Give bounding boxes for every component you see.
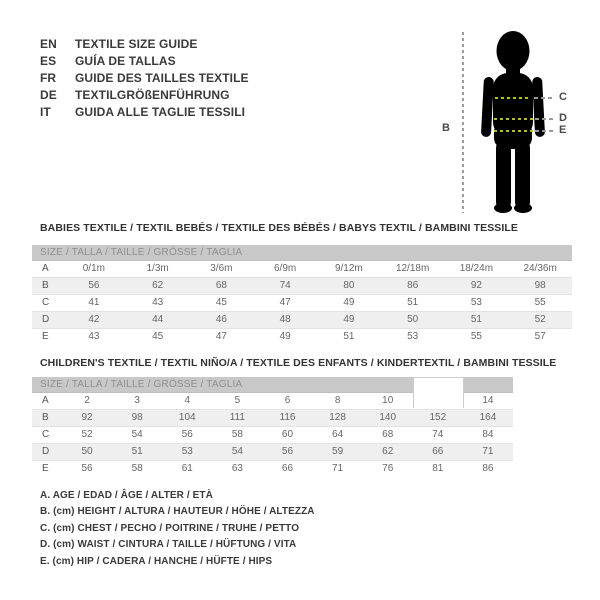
hip-leader-line	[535, 130, 555, 132]
size-cell: 68	[382, 429, 394, 440]
chest-measure-line	[495, 97, 529, 99]
size-cell: 56	[281, 446, 294, 457]
size-cell: 45	[152, 331, 164, 342]
measure-label-height: B	[442, 122, 450, 134]
size-cell: 42	[88, 314, 100, 325]
language-title: TEXTILGRÖßENFÜHRUNG	[75, 88, 230, 102]
size-cell: 51	[343, 331, 355, 342]
size-cell: 62	[152, 280, 164, 291]
size-cell: 58	[131, 463, 143, 474]
size-cell: 53	[181, 446, 193, 457]
table-row	[32, 312, 572, 329]
size-cell: 86	[407, 280, 419, 291]
size-cell: 55	[470, 331, 482, 342]
size-cell: 56	[181, 429, 193, 440]
measure-label-chest: C	[559, 91, 567, 103]
size-cell: 86	[482, 463, 494, 474]
size-cell: 111	[229, 412, 245, 423]
size-cell: 51	[407, 297, 419, 308]
highlight-box	[413, 377, 464, 408]
child-figure	[440, 15, 598, 220]
size-cell: 53	[407, 331, 419, 342]
size-cell: 164	[479, 412, 497, 423]
size-cell: 50	[407, 314, 419, 325]
language-row	[40, 53, 249, 70]
row-label: C	[42, 297, 50, 308]
size-cell: 50	[81, 446, 93, 457]
size-cell: 54	[131, 429, 143, 440]
language-row	[40, 104, 249, 121]
size-cell: 92	[81, 412, 93, 423]
legend-line: B. (cm) HEIGHT / ALTURA / HAUTEUR / HÖHE / ALTEZZA	[40, 506, 315, 518]
size-cell: 0/1m	[82, 263, 105, 274]
size-cell: 6	[284, 395, 291, 406]
size-cell: 68	[215, 280, 227, 291]
size-cell: 48	[279, 314, 291, 325]
size-cell: 10	[382, 395, 394, 406]
size-cell: 63	[231, 463, 243, 474]
size-cell: 4	[184, 395, 191, 406]
size-cell: 57	[534, 331, 546, 342]
size-cell: 128	[329, 412, 346, 423]
size-cell: 71	[332, 463, 344, 474]
table-row	[32, 295, 572, 312]
size-cell: 140	[379, 412, 397, 423]
size-cell: 6/9m	[274, 263, 297, 274]
language-row	[40, 87, 249, 104]
language-title-list	[40, 36, 249, 121]
size-cell: 104	[178, 412, 196, 423]
size-cell: 3/6m	[210, 263, 233, 274]
size-cell: 43	[152, 297, 164, 308]
child-silhouette-icon	[478, 31, 548, 213]
size-cell: 74	[279, 280, 291, 291]
size-cell: 49	[343, 297, 355, 308]
size-cell: 64	[332, 429, 344, 440]
size-cell: 43	[88, 331, 100, 342]
size-cell: 66	[281, 463, 294, 474]
size-cell: 5	[234, 395, 241, 406]
size-cell: 74	[432, 429, 444, 440]
language-title: GUIDA ALLE TAGLIE TESSILI	[75, 105, 246, 119]
row-label: D	[42, 446, 50, 457]
language-row	[40, 36, 249, 53]
size-cell: 44	[152, 314, 164, 325]
size-cell: 98	[534, 280, 546, 291]
size-cell: 152	[429, 412, 447, 423]
size-cell: 116	[279, 412, 296, 423]
size-cell: 56	[81, 463, 93, 474]
size-cell: 18/24m	[459, 263, 494, 274]
babies-size-table	[32, 245, 572, 345]
size-cell: 60	[281, 429, 294, 440]
size-cell: 52	[534, 314, 546, 325]
table-row	[32, 329, 572, 345]
size-cell: 45	[215, 297, 227, 308]
row-label: D	[42, 314, 50, 325]
measure-label-waist: D	[559, 112, 567, 124]
legend-line: E. (cm) HIP / CADERA / HANCHE / HÜFTE / HIPS	[40, 555, 273, 567]
language-title: TEXTILE SIZE GUIDE	[75, 37, 198, 51]
legend-line: A. AGE / EDAD / ÂGE / ALTER / ETÀ	[40, 490, 213, 501]
table-row	[32, 278, 572, 295]
measure-label-hip: E	[559, 124, 567, 136]
table-row	[32, 461, 513, 477]
row-label: A	[42, 395, 49, 406]
size-cell: 76	[382, 463, 394, 474]
table-header-label: SIZE / TALLA / TAILLE / GRÖSSE / TAGLIA	[40, 379, 243, 390]
table-row	[32, 427, 513, 444]
row-label: E	[42, 463, 49, 474]
size-cell: 84	[482, 429, 494, 440]
size-cell: 62	[382, 446, 394, 457]
row-label: C	[42, 429, 50, 440]
legend-line: C. (cm) CHEST / PECHO / POITRINE / TRUHE / PETTO	[40, 522, 300, 534]
babies-table-title: BABIES TEXTILE / TEXTIL BEBÉS / TEXTILE DES BÉBÉS / BABYS TEXTIL / BAMBINI TESSILE	[40, 222, 519, 234]
size-cell: 9/12m	[334, 263, 363, 274]
size-cell: 59	[332, 446, 344, 457]
legend-line: D. (cm) WAIST / CINTURA / TAILLE / HÜFTUNG / VITA	[40, 539, 297, 551]
size-cell: 47	[215, 331, 227, 342]
row-label: E	[42, 331, 49, 342]
size-cell: 81	[432, 463, 444, 474]
chest-leader-line	[534, 97, 555, 99]
size-cell: 51	[131, 446, 143, 457]
waist-leader-line	[535, 118, 555, 120]
size-cell: 1/3m	[146, 263, 169, 274]
size-cell: 47	[279, 297, 291, 308]
language-code: FR	[40, 71, 57, 85]
children-size-table	[32, 377, 513, 477]
language-code: ES	[40, 54, 57, 68]
size-cell: 56	[88, 280, 100, 291]
children-table-title: CHILDREN'S TEXTILE / TEXTIL NIÑO/A / TEXTILE DES ENFANTS / KINDERTEXTIL / BAMBINI TESSILE	[40, 357, 557, 369]
language-title: GUÍA DE TALLAS	[75, 54, 176, 68]
size-cell: 98	[131, 412, 143, 423]
table-header-bar	[32, 245, 572, 261]
size-cell: 51	[470, 314, 482, 325]
size-cell: 58	[231, 429, 243, 440]
table-header-label: SIZE / TALLA / TAILLE / GRÖSSE / TAGLIA	[40, 247, 243, 258]
size-cell: 53	[470, 297, 482, 308]
language-row	[40, 70, 249, 87]
size-cell: 66	[432, 446, 444, 457]
measure-legend	[40, 488, 315, 570]
size-cell: 52	[81, 429, 93, 440]
size-cell: 46	[215, 314, 227, 325]
height-measure-dashed-line	[462, 32, 464, 213]
waist-measure-line	[494, 118, 534, 120]
table-row	[32, 444, 513, 461]
size-cell: 14	[482, 395, 494, 406]
size-cell: 54	[231, 446, 243, 457]
size-cell: 41	[88, 297, 100, 308]
size-cell: 2	[84, 395, 90, 406]
row-label: B	[42, 280, 49, 291]
size-cell: 49	[279, 331, 291, 342]
size-cell: 80	[343, 280, 355, 291]
size-cell: 12/18m	[395, 263, 430, 274]
size-cell: 61	[181, 463, 193, 474]
language-code: IT	[40, 105, 51, 119]
language-title: GUIDE DES TAILLES TEXTILE	[75, 71, 249, 85]
language-code: EN	[40, 37, 57, 51]
size-cell: 8	[334, 395, 341, 406]
row-label: B	[42, 412, 49, 423]
row-label: A	[42, 263, 49, 274]
table-row	[32, 410, 513, 427]
size-cell: 71	[482, 446, 494, 457]
table-row	[32, 261, 572, 278]
size-cell: 24/36m	[523, 263, 557, 274]
size-cell: 49	[343, 314, 355, 325]
language-code: DE	[40, 88, 57, 102]
size-cell: 55	[534, 297, 546, 308]
size-cell: 3	[134, 395, 140, 406]
hip-measure-line	[494, 130, 534, 132]
size-cell: 92	[470, 280, 482, 291]
